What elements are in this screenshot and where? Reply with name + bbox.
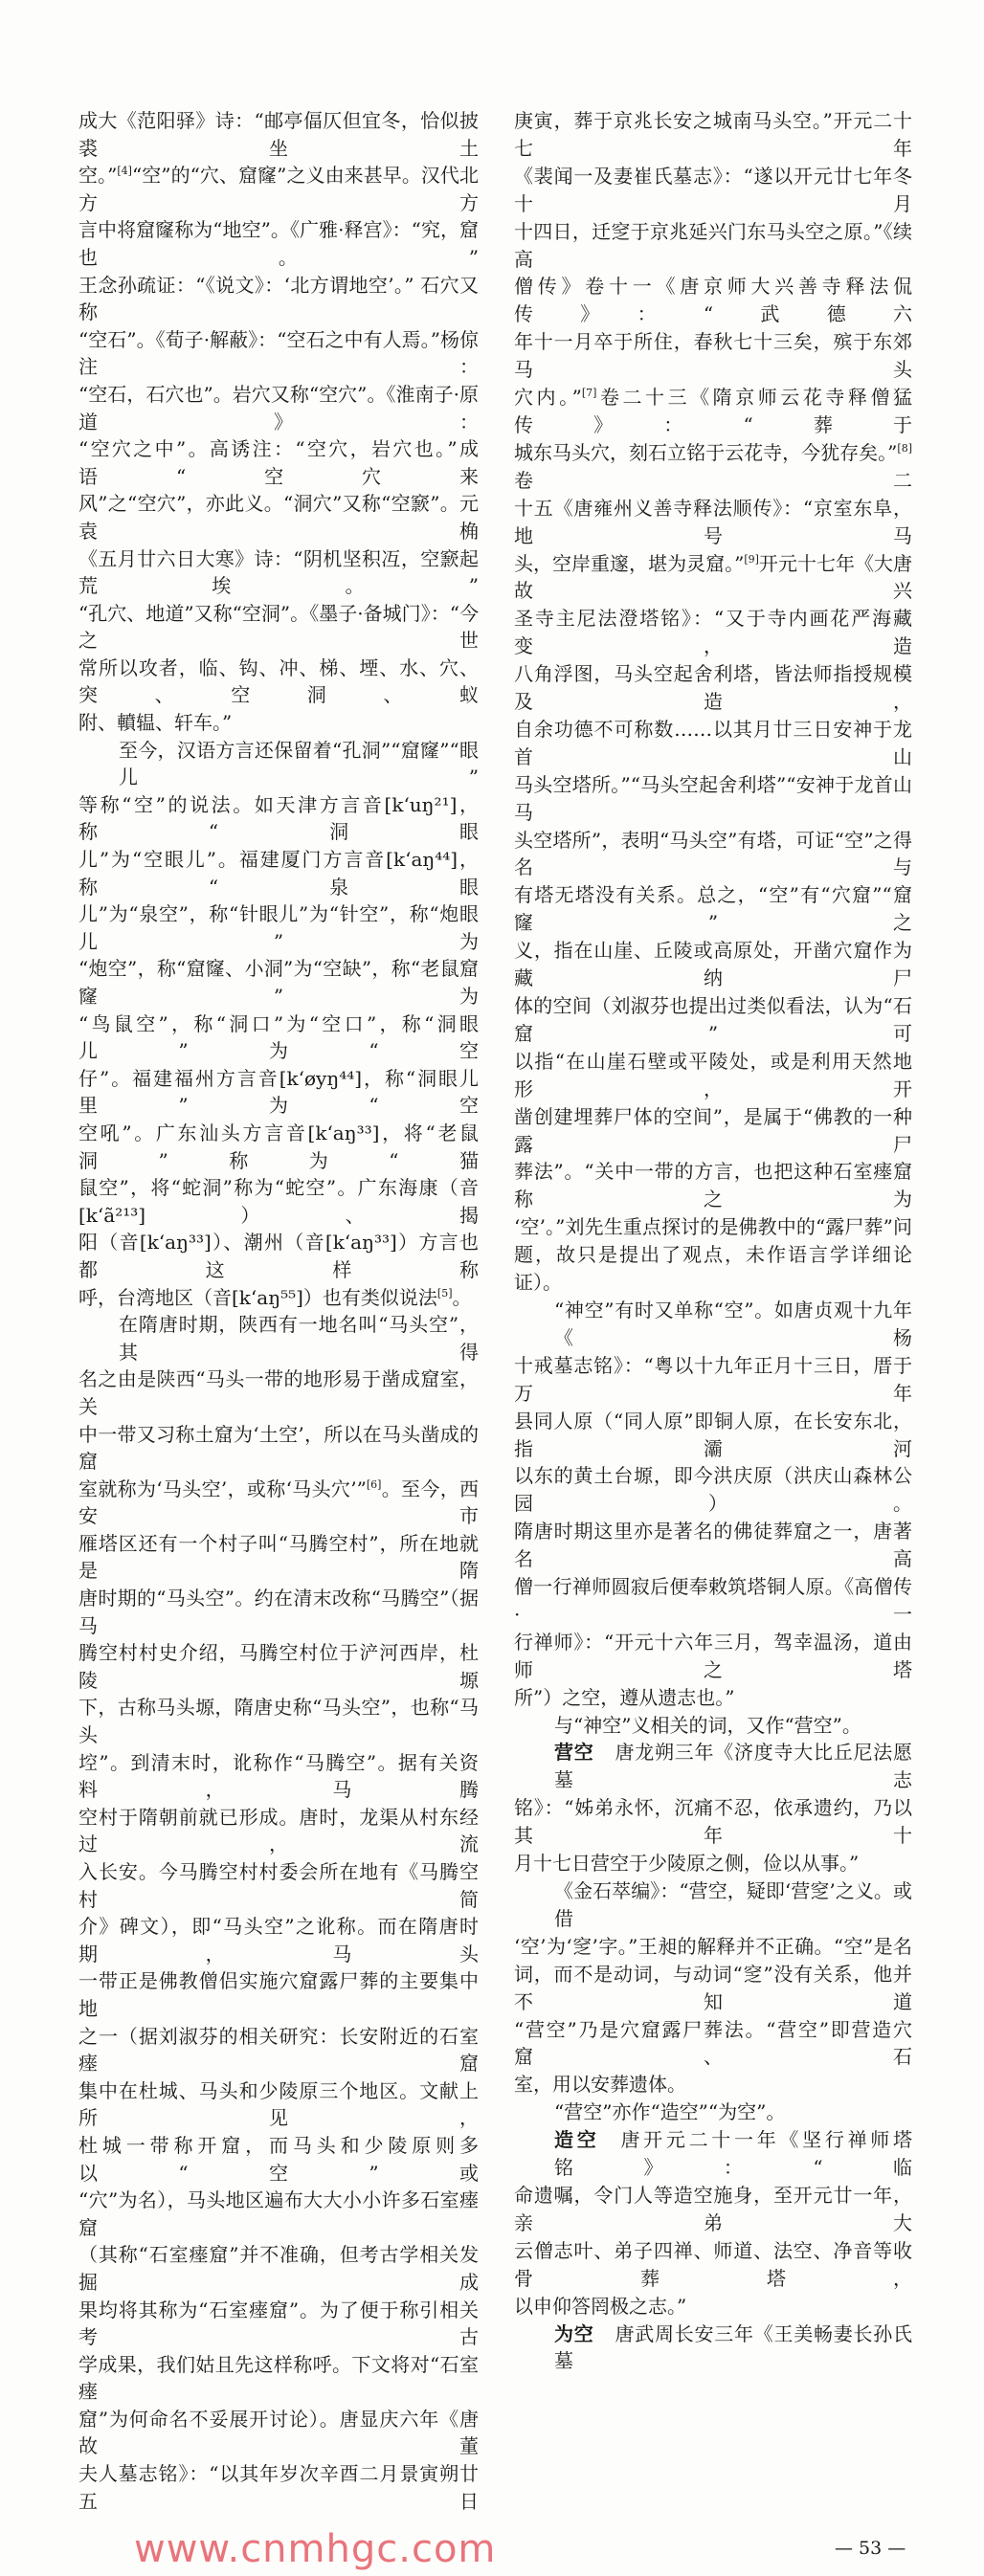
line-text: ‘空’。”刘先生重点探讨的是佛教中的“露尸葬”问 [514,1215,912,1239]
line-text: 之一（据刘淑芬的相关研究：长安附近的石室瘗窟 [78,2024,479,2076]
text-line [514,1462,912,1518]
line-text: 隋唐时期这里亦是著名的佛徒葬窟之一，唐著名高 [514,1520,912,1571]
line-text: 年十一月卒于所住，春秋七十三矣，殡于东郊马头 [514,330,912,382]
line-text: 有塔无塔没有关系。总之，“空”有“穴窟”“窟窿”之 [514,883,912,935]
line-text: 僧一行禅师圆寂后便奉敕筑塔铜人原。《高僧传·一 [514,1575,912,1626]
line-text: 在隋唐时期，陕西有一地名叫“马头空”，其得 [119,1313,479,1364]
text-line [78,2132,479,2187]
line-text: 行禅师》：“开元十六年三月，驾幸温汤，道由师之塔 [514,1630,912,1681]
line-text: 圣寺主尼法澄塔铭》：“又于寺内画花严海藏变，造 [514,607,912,658]
line-text: 儿”为“空眼儿”。福建厦门方言音[k‘aŋ⁴⁴]，称“泉眼 [78,848,479,899]
text-line [514,1684,912,1712]
text-line [78,709,479,737]
text-line [78,1065,479,1120]
text-line [514,1573,912,1629]
paragraph [514,1877,912,2099]
citation-ref: [8] [897,441,912,455]
text-line [514,1518,912,1573]
line-text: 铭》：“姊弟永怀，沉痛不忍，依承遗约，乃以其年十 [514,1796,912,1848]
line-text: “炮空”，称“窟窿、小洞”为“空缺”，称“老鼠窟窿”为 [78,957,479,1008]
text-line [514,1408,912,1463]
line-text: 以申仰答罔极之志。” [514,2294,687,2318]
line-text: 集中在杜城、马头和少陵原三个地区。文献上所见， [78,2078,479,2130]
text-line [514,1297,912,1352]
line-text: 至今，汉语方言还保留着“孔洞”“窟窿”“眼儿” [119,738,479,789]
paragraph [514,1297,912,1712]
line-text: 唐武周长安三年《王美畅妻长孙氏墓 [554,2321,912,2373]
line-text: 窟”为何命名不妥展开讨论）。唐显庆六年《唐故董 [78,2407,479,2458]
line-text: “营空”亦作“造空”“为空”。 [554,2100,786,2124]
line-text: 下，古称马头塬，隋唐史称“马头空”，也称“马头 [78,1696,479,1747]
paragraph [78,737,479,1311]
line-text: “孔穴、地道”又称“空洞”。《墨子·备城门》：“今之世 [78,601,479,653]
line-text: 仔”。福建福州方言音[k‘øyŋ⁴⁴]，称“洞眼儿里”为“空 [78,1066,479,1118]
text-line [78,162,479,216]
page-footer [0,2522,984,2576]
line-text: “营空”乃是穴窟露尸葬法。“营空”即营造穴窟、石 [514,2017,912,2069]
line-text: 空吼”。广东汕头方言音[k‘aŋ³³]，将“老鼠洞”称为“猫 [78,1121,479,1172]
line-text: 以指“在山崖石壁或平陵处，或是利用天然地形，开 [514,1049,912,1100]
line-text: 《五月廿六日大寒》诗：“阴机坚积冱，空窾起荒埃。” [78,546,479,598]
text-line [78,1284,479,1312]
line-text: 十五《唐雍州义善寺释法顺传》：“京室东阜，地号马 [514,496,912,547]
line-text: 等称“空”的说法。如天津方言音[k‘uŋ²¹]，称“洞眼 [78,792,479,844]
line-text: 八角浮图，马头空起舍利塔，皆法师指授规模及造， [514,662,912,714]
line-text: 凿创建埋葬尸体的空间”，是属于“佛教的一种露尸 [514,1104,912,1156]
text-line [78,381,479,435]
text-line [514,605,912,660]
line-text: 王念孙疏证：“《说文》：‘北方谓地空’。” 石穴又称 [78,273,479,324]
paragraph [514,1739,912,1877]
text-line [78,2077,479,2132]
text-line [78,107,479,162]
text-line [78,2460,479,2515]
text-line [78,2351,479,2406]
text-line [514,384,912,439]
text-line [78,655,479,709]
text-line [78,1858,479,1913]
paragraph [78,107,479,737]
line-text: 室就称为‘马头空’，或称‘马头穴’”[6]。至今，西安市 [78,1477,480,1528]
text-line [78,900,479,955]
text-line [78,846,479,900]
line-text: 入长安。今马腾空村村委会所在地有《马腾空村简 [78,1860,479,1911]
line-text: 以东的黄土台塬，即今洪庆原（洪庆山森林公园）。 [514,1464,912,1516]
text-line [78,435,479,490]
line-text: 十四日，迁窆于京兆延兴门东马头空之原。”《续高 [514,219,912,271]
text-line [514,1961,912,2016]
line-text: 与“神空”义相关的词，又作“营空”。 [554,1713,861,1737]
line-text: 县同人原（“同人原”即铜人原，在长安东北，指灞河 [514,1409,912,1460]
line-text: 唐龙朔三年《济度寺大比丘尼法愿墓志 [554,1741,912,1792]
text-line [514,660,912,716]
line-text: 学成果，我们姑且先这样称呼。下文将对“石室瘗 [78,2352,479,2404]
line-text: 城东马头穴，刻石立铭于云花寺，今犹存矣。”[8]卷二 [514,440,912,492]
text-line [78,737,479,791]
line-text: ‘空’为‘窆’字。”王昶的解释并不正确。“空”是名 [514,1934,912,1958]
text-line [78,791,479,846]
text-line [514,2321,912,2376]
line-text: 《金石萃编》：“营空，疑即‘营窆’之义。或借 [554,1879,912,1930]
citation-ref: [4] [117,165,132,178]
line-text: 穴内。”[7]卷二十三《隋京师云花寺释僧猛传》：“葬于 [514,386,912,436]
text-line [78,1639,479,1694]
line-text: 云僧志叶、弟子四禅、师道、法空、净音等收骨葬塔， [514,2238,912,2290]
line-text: 僧传》卷十一《唐京师大兴善寺释法侃传》：“武德六 [514,275,912,326]
text-line [78,1967,479,2022]
line-text: 马头空塔所。”“马头空起舍利塔”“安神于龙首山马 [514,772,912,824]
line-text: 名之由是陕西“马头一带的地形易于凿成窟室，关 [78,1367,479,1418]
line-text: 庚寅，葬于京兆长安之城南马头空。”开元二十七年 [514,109,912,160]
line-text: 空。”[4]“空”的“穴、窟窿”之义由来甚早。汉代北方方 [78,164,479,214]
paragraph [78,1311,479,2515]
text-line [514,1877,912,1933]
text-line [514,495,912,550]
text-line [514,1850,912,1877]
line-text: “空石”。《荀子·解蔽》：“空石之中有人焉。”杨倞注： [78,327,479,379]
text-line [514,328,912,384]
text-line [514,218,912,274]
text-line [514,2099,912,2126]
line-text: 夫人墓志铭》：“以其年岁次辛酉二月景寅朔廿五日 [78,2462,479,2513]
line-text: 附、轒辒、轩车。” [78,711,233,735]
paragraph [514,2099,912,2126]
text-line [514,1629,912,1684]
text-line [514,771,912,827]
text-line [514,2071,912,2099]
line-text: 呼，台湾地区（音[k‘aŋ⁵⁵]）也有类似说法[5]。 [78,1285,472,1309]
text-line [78,1120,479,1174]
text-line [514,1103,912,1159]
line-text: 儿”为“泉空”，称“针眼儿”为“针空”，称“炮眼儿”为 [78,902,479,953]
line-text: （其称“石室瘗窟”并不准确，但考古学相关发掘成 [78,2243,479,2294]
line-text: 雁塔区还有一个村子叫“马腾空村”，所在地就是隋 [78,1531,479,1583]
line-text: 中一带又习称土窟为‘土空’，所以在马头凿成的窟 [78,1422,479,1474]
line-text: 头，空岸重邃，堪为灵窟。”[9]开元十七年《大唐故兴 [514,551,912,603]
line-text: “空石，石穴也”。岩穴又称“空穴”。《淮南子·原道》： [78,382,479,433]
line-text: 词，而不是动词，与动词“窆”没有关系，他并不知道 [514,1962,912,2013]
headword: 为空 [554,2321,594,2345]
text-line [78,490,479,544]
text-line [514,439,912,495]
text-line [78,2187,479,2241]
line-text: 命遗嘱，令门人等造空施身，至开元廿一年，亲弟大 [514,2183,912,2234]
line-text: 腾空村村史介绍，马腾空村位于浐河西岸，杜陵塬 [78,1641,479,1692]
left-column [78,107,479,2515]
text-line [514,716,912,771]
page-number: — 53 — [835,2538,906,2560]
text-line [514,2293,912,2321]
text-line [78,1421,479,1476]
citation-ref: [7] [581,387,597,400]
text-line [78,2297,479,2351]
text-line [514,881,912,937]
line-text: 常所以攻者，临、钩、冲、梯、堙、水、穴、突、空洞、蚁 [78,655,479,707]
text-line [78,1749,479,1804]
text-line [78,1229,479,1283]
citation-ref: [5] [436,1286,453,1299]
text-line [514,1794,912,1850]
text-line [78,600,479,655]
headword: 营空 [554,1741,594,1765]
text-line [78,1366,479,1420]
citation-ref: [9] [744,552,759,566]
text-line [514,937,912,992]
text-line [514,2182,912,2237]
text-line [514,2126,912,2182]
text-line [514,1352,912,1408]
line-text: 风”之“空穴”，亦此义。“洞穴”又称“空窾”。元袁桷 [78,492,479,543]
line-text: 一带正是佛教僧侣实施穴窟露尸葬的主要集中地 [78,1969,479,2020]
line-text: “空穴之中”。高诱注：“空穴，岩穴也。”成语“空穴来 [78,437,479,488]
line-text: 十戒墓志铭》：“粤以十九年正月十三日，厝于万年 [514,1353,912,1405]
text-line [78,1010,479,1065]
line-text: 所”）之空，遵从遗志也。” [514,1685,735,1709]
text-line [78,1311,479,1366]
text-line [514,1739,912,1794]
text-line [514,273,912,328]
text-line [514,1241,912,1297]
line-text: 阳（音[k‘aŋ³³]）、潮州（音[k‘aŋ³³]）方言也都这样称 [78,1231,479,1281]
text-line [78,2406,479,2460]
text-line [514,163,912,218]
text-line [78,2023,479,2077]
line-text: 体的空间（刘淑芬也提出过类似看法，认为“石窟”可 [514,994,912,1045]
line-text: 月十七日营空于少陵原之侧，俭以从事。” [514,1852,860,1876]
line-text: 室，用以安葬遗体。 [514,2073,686,2097]
paragraph [514,2321,912,2376]
text-line [78,955,479,1010]
line-text: 唐开元二十一年《坚行禅师塔铭》：“临 [554,2128,913,2180]
text-line [514,827,912,882]
text-line [78,1694,479,1748]
paragraph [514,107,912,1297]
line-text: 杜城一带称开窟，而马头和少陵原则多以“空”或 [78,2133,479,2185]
watermark: www.cnmhgc.com [134,2527,497,2572]
text-line [78,1804,479,1858]
text-line [78,545,479,600]
line-text: 题，故只是提出了观点，未作语言学详细论证）。 [514,1243,912,1295]
text-line [78,272,479,326]
text-line [514,1712,912,1740]
text-line [514,2016,912,2072]
right-column [514,107,912,2515]
paragraph [514,2126,912,2320]
text-line [78,326,479,381]
text-line [514,107,912,163]
text-line [514,1933,912,1961]
text-line [514,992,912,1048]
text-line [514,1213,912,1241]
line-text: 《裴闻一及妻崔氏墓志》：“遂以开元廿七年冬十月 [514,164,912,215]
text-line [514,2237,912,2293]
line-text: 葬法”。“关中一带的方言，也把这种石室瘗窟称之为 [514,1160,912,1211]
text-line [78,1530,479,1585]
text-line [78,1913,479,1967]
line-text: 头空塔所”，表明“马头空”有塔，可证“空”之得名与 [514,828,912,879]
line-text: 果均将其称为“石室瘗窟”。为了便于称引相关考古 [78,2298,479,2349]
text-line [78,2241,479,2296]
text-line [78,1174,479,1229]
line-text: 言中将窟窿称为“地空”。《广雅·释宫》：“究，窟也。” [78,218,479,269]
line-text: 埪”。到清末时，讹称作“马腾空”。据有关资料，马腾 [78,1750,479,1802]
line-text: 唐时期的“马头空”。约在清末改称“马腾空”（据马 [78,1587,479,1637]
text-line [514,550,912,606]
line-text: “穴”为名），马头地区遍布大大小小许多石室瘗窟 [78,2188,479,2239]
line-text: “神空”有时又单称“空”。如唐贞观十九年《杨 [554,1298,912,1349]
line-text: 空村于隋朝前就已形成。唐时，龙渠从村东经过，流 [78,1805,479,1856]
line-text: 义，指在山崖、丘陵或高原处，开凿穴窟作为藏纳尸 [514,939,912,990]
line-text: 鼠空”，将“蛇洞”称为“蛇空”。广东海康（音[k‘ã²¹³]）、揭 [78,1176,479,1227]
headword: 造空 [554,2128,600,2152]
line-text: 介》碑文），即“马头空”之讹称。而在隋唐时期，马头 [78,1915,479,1965]
line-text: 成大《范阳驿》诗：“邮亭偪仄但宜冬，恰似披裘坐土 [78,109,479,160]
paragraph [514,1712,912,1740]
text-line [78,216,479,271]
text-line [514,1158,912,1213]
citation-ref: [6] [366,1477,382,1491]
text-line [514,1048,912,1103]
line-text: 自余功德不可称数……以其月廿三日安神于龙首山 [514,717,912,768]
text-line [78,1585,479,1639]
line-text: “鸟鼠空”，称“洞口”为“空口”，称“洞眼儿”为“空 [78,1011,479,1063]
text-line [78,1476,479,1530]
